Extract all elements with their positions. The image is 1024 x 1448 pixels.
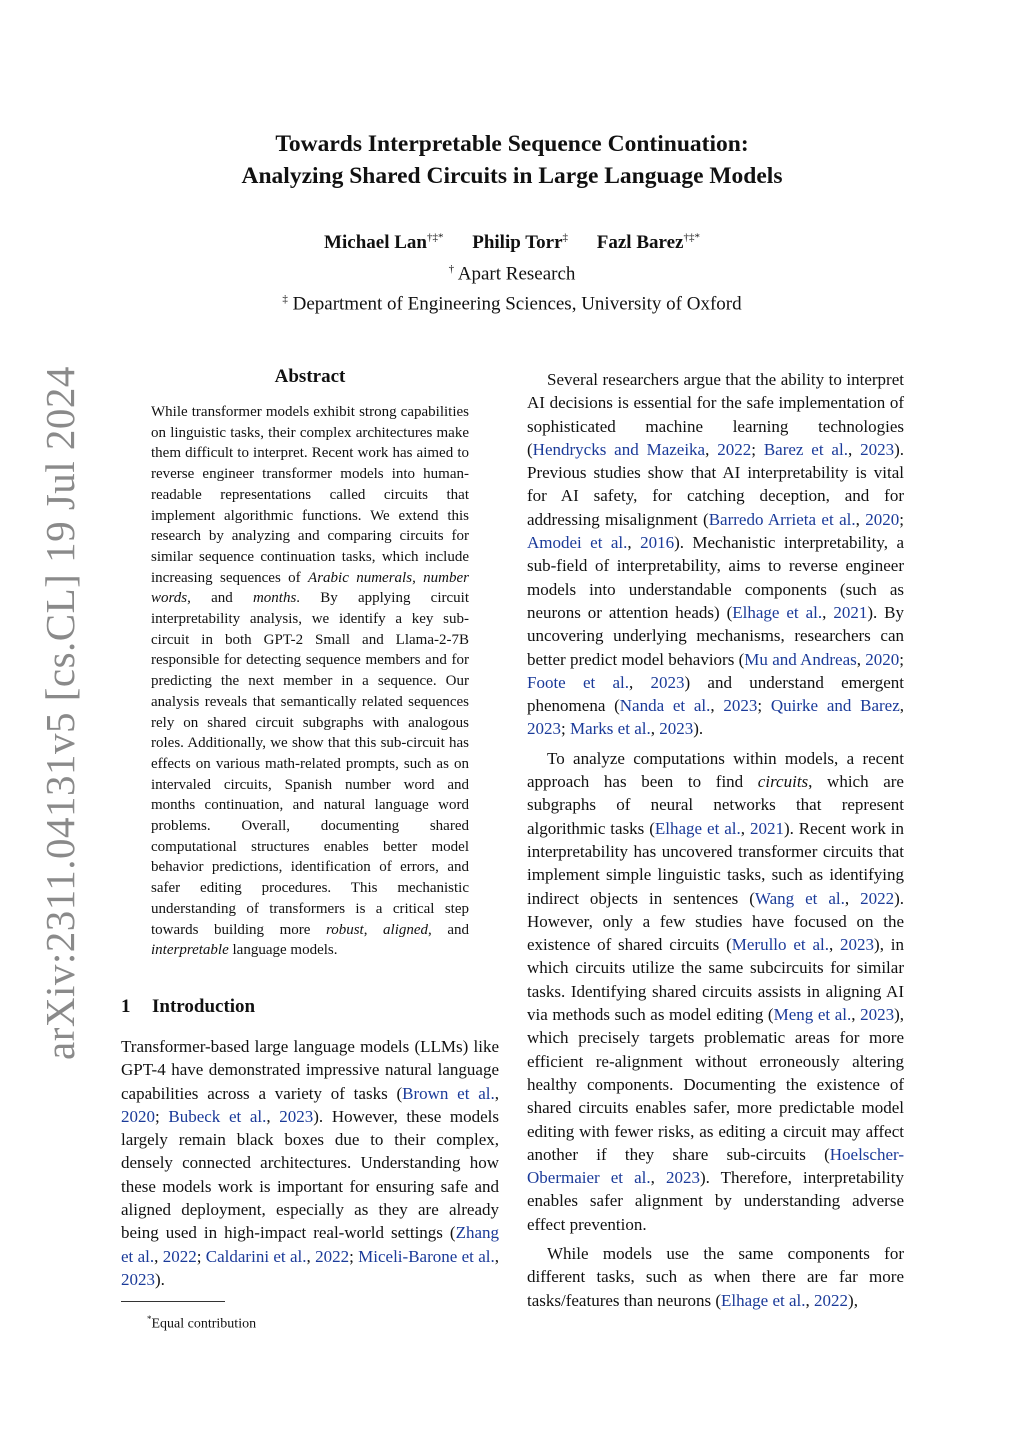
text-run: , bbox=[805, 1290, 815, 1310]
author bbox=[597, 232, 700, 253]
emphasis-text: Arabic numerals bbox=[308, 569, 413, 586]
text-run: ), which precisely targets problematic areas for more efficient re-alignment without erroneously altering healthy components. Documenting the existence of shared circuits enables safer, more predictable model editing with fewer risks, as editing a circuit may affect another if they share sub-circuits ( bbox=[527, 1005, 905, 1164]
citation-link[interactable]: Nanda et al. bbox=[619, 696, 711, 716]
text-run: , bbox=[266, 1106, 280, 1126]
abstract-heading: Abstract bbox=[274, 366, 346, 387]
author-marks: ‡ bbox=[562, 232, 568, 244]
text-run: ). bbox=[693, 719, 704, 739]
text-run: ). However, these models largely remain black boxes due to their complex, densely connected architectures. Understanding how these models work is important for ensuring safe and aligned deployment, especially as they are already being used in high-impact real-world settings ( bbox=[121, 1106, 500, 1243]
text-run: Several researchers argue that the ability to interpret AI decisions is essential for the safe implementation of sophisticated machine learning technologies ( bbox=[527, 370, 904, 459]
citation-link[interactable]: Bubeck et al. bbox=[168, 1106, 267, 1126]
emphasis-text: robust bbox=[325, 921, 364, 938]
text-run: ), in which circuits utilize the same subcircuits for similar tasks. Identifying shared circuits assists in aligning AI via methods such as model editing ( bbox=[527, 935, 905, 1025]
text-run: ). Previous studies show that AI interpretability is vital for AI safety, for catching deception, and for addressing misalignment ( bbox=[527, 439, 904, 529]
text-run: ; bbox=[349, 1246, 359, 1266]
text-run: ; bbox=[196, 1246, 206, 1266]
text-run: ). However, only a few studies have focused on the existence of shared circuits ( bbox=[527, 888, 904, 955]
citation-link[interactable]: Wang et al. bbox=[754, 888, 845, 908]
author-name: Philip Torr bbox=[472, 232, 563, 254]
text-run: While models use the same components for different tasks, such as when there are far more tasks/features than neurons ( bbox=[527, 1243, 904, 1310]
emphasis-text: aligned bbox=[383, 921, 429, 938]
right-column bbox=[527, 368, 904, 1312]
affiliation bbox=[0, 257, 1024, 286]
citation-link[interactable]: Quirke and Barez bbox=[770, 696, 900, 716]
citation-link[interactable]: Elhage et al. bbox=[732, 602, 823, 622]
citation-link[interactable]: Zhang et al. bbox=[121, 1223, 499, 1266]
citation-link[interactable]: 2020 bbox=[865, 509, 900, 529]
text-run: , bbox=[154, 1246, 163, 1266]
text-run: , bbox=[851, 1005, 861, 1025]
citation-link[interactable]: Brown et al. bbox=[402, 1083, 495, 1103]
paper-title-line-1: Towards Interpretable Sequence Continuation: bbox=[275, 131, 749, 157]
text-run: ; bbox=[757, 696, 771, 716]
text-run: , bbox=[855, 509, 866, 529]
text-run: ). bbox=[155, 1269, 165, 1289]
text-run: ; bbox=[751, 439, 764, 459]
text-run: , bbox=[705, 439, 718, 459]
citation-link[interactable]: Marks et al. bbox=[569, 719, 651, 739]
text-run: , bbox=[627, 533, 641, 553]
text-run: ). By uncovering underlying mechanisms, researchers can better predict model behaviors ( bbox=[527, 602, 904, 669]
text-run: . By applying circuit interpretability analysis, we identify a key sub-circuit in both GPT-2 Small and Llama-2-7B responsible for detecting sequence members and for predicting the next member in a sequence. Our analysis reveals that semantically related sequences rely on shared circuit subgraphs with analogous roles. Additionally, we show that this sub-circuit has effects on various math-related prompts, such as on intervaled circuits, Spanish number word and months continuation, and natural language word problems. Overall, documenting shared computational structures enables better model behavior predictions, identification of errors, and safer editing procedures. This mechanistic understanding of transformers is a critical step towards building more bbox=[151, 590, 469, 938]
footnote-mark: * bbox=[147, 1314, 152, 1325]
citation-link[interactable]: 2023 bbox=[860, 1005, 895, 1025]
text-run: ; bbox=[155, 1106, 169, 1126]
affiliation bbox=[0, 287, 1024, 316]
citation-link[interactable]: 2022 bbox=[860, 888, 895, 908]
text-run: , bbox=[629, 672, 651, 692]
citation-link[interactable]: 2022 bbox=[717, 439, 752, 459]
citation-link[interactable]: 2022 bbox=[814, 1290, 849, 1310]
text-run: language models. bbox=[228, 942, 338, 959]
citation-link[interactable]: 2023 bbox=[527, 719, 561, 739]
citation-link[interactable]: Miceli-Barone et al. bbox=[358, 1246, 495, 1266]
citation-link[interactable]: 2023 bbox=[840, 935, 875, 955]
text-run: ; bbox=[899, 509, 904, 529]
citation-link[interactable]: Mu and Andreas bbox=[744, 649, 857, 669]
text-run: ) and understand emergent phenomena ( bbox=[527, 672, 904, 716]
text-run: , bbox=[494, 1246, 499, 1266]
section-number: 1 bbox=[121, 995, 131, 1017]
text-run: , bbox=[650, 719, 660, 739]
text-run: ; bbox=[561, 719, 570, 739]
author bbox=[472, 232, 568, 253]
text-run: , bbox=[856, 649, 866, 669]
intro-paragraph bbox=[121, 1035, 499, 1291]
title-block bbox=[0, 128, 1024, 316]
citation-link[interactable]: Hoelscher-Obermaier et al. bbox=[527, 1144, 904, 1188]
text-run: , bbox=[363, 921, 384, 938]
text-run: , bbox=[847, 439, 861, 459]
citation-link[interactable]: 2023 bbox=[723, 696, 758, 716]
text-run: , bbox=[844, 888, 861, 908]
text-run: , and bbox=[187, 590, 253, 607]
text-run: ). Mechanistic interpretability, a sub-field of interpretability, aims to reverse engineer models into understandable components (such as neurons or attention heads) ( bbox=[527, 533, 905, 622]
footnote-rule bbox=[121, 1301, 225, 1302]
citation-link[interactable]: Hendrycks and Mazeika bbox=[532, 439, 706, 459]
text-run: While transformer models exhibit strong capabilities on linguistic tasks, their complex architectures make them difficult to interpret. Recent work has aimed to reverse engineer transformer models into human-readable representations called circuits that implement algorithmic functions. We extend this research by analyzing and comparing circuits for similar sequence continuation tasks, which include increasing sequences of bbox=[151, 404, 469, 586]
citation-link[interactable]: 2022 bbox=[162, 1246, 197, 1266]
affiliation-text: Apart Research bbox=[457, 263, 576, 285]
body-paragraph bbox=[527, 368, 904, 741]
citation-link[interactable]: Foote et al. bbox=[527, 672, 630, 692]
emphasis-text: number words bbox=[151, 569, 469, 607]
citation-link[interactable]: Merullo et al. bbox=[731, 935, 829, 955]
author-name: Michael Lan bbox=[324, 232, 427, 254]
citation-link[interactable]: 2023 bbox=[650, 672, 685, 692]
text-run: ), bbox=[848, 1290, 858, 1310]
text-run: , bbox=[899, 696, 904, 716]
author-marks: †‡* bbox=[683, 232, 700, 244]
text-run: , bbox=[306, 1246, 316, 1266]
citation-link[interactable]: 2021 bbox=[833, 602, 868, 622]
left-column bbox=[121, 364, 499, 1334]
author-list bbox=[0, 224, 1024, 257]
citation-link[interactable]: Elhage et al. bbox=[721, 1290, 806, 1310]
section-heading bbox=[121, 995, 499, 1019]
text-run: , bbox=[710, 696, 724, 716]
footnote bbox=[121, 1310, 499, 1334]
paper-title-line-2: Analyzing Shared Circuits in Large Language Models bbox=[241, 163, 783, 189]
text-run: ; bbox=[899, 649, 905, 669]
citation-link[interactable]: Barredo Arrieta et al. bbox=[708, 509, 856, 529]
text-run: To analyze computations within models, a recent approach has been to find bbox=[527, 748, 904, 792]
citation-link[interactable]: 2023 bbox=[279, 1106, 314, 1126]
author bbox=[324, 232, 443, 253]
emphasis-text: interpretable bbox=[151, 942, 229, 959]
section-title: Introduction bbox=[152, 995, 256, 1017]
citation-link[interactable]: 2023 bbox=[665, 1168, 700, 1188]
citation-link[interactable]: 2022 bbox=[315, 1246, 350, 1266]
text-run: Transformer-based large language models (LLMs) like GPT-4 have demonstrated impressive natural language capabilities across a variety of tasks ( bbox=[121, 1036, 499, 1103]
citation-link[interactable]: Caldarini et al. bbox=[205, 1246, 307, 1266]
text-run: , which are subgraphs of neural networks that represent algorithmic tasks ( bbox=[527, 772, 904, 838]
citation-link[interactable]: 2016 bbox=[640, 533, 675, 553]
affiliation-text: Department of Engineering Sciences, University of Oxford bbox=[292, 292, 742, 314]
citation-link[interactable]: Elhage et al. bbox=[654, 818, 741, 838]
abstract-body bbox=[151, 402, 469, 961]
affiliation-mark: ‡ bbox=[282, 292, 288, 305]
text-run: , bbox=[740, 818, 750, 838]
citation-link[interactable]: 2020 bbox=[865, 649, 900, 669]
text-run: ). Recent work in interpretability has uncovered transformer circuits that implement simple linguistic tasks, such as identifying indirect objects in sentences ( bbox=[527, 818, 904, 908]
author-name: Fazl Barez bbox=[596, 232, 684, 254]
body-paragraph bbox=[527, 747, 904, 1236]
citation-link[interactable]: Amodei et al. bbox=[527, 533, 628, 553]
citation-link[interactable]: 2023 bbox=[659, 719, 694, 739]
text-run: , bbox=[828, 935, 841, 955]
arxiv-identifier: arXiv:2311.04131v5 [cs.CL] 19 Jul 2024 bbox=[37, 366, 83, 1060]
citation-link[interactable]: 2023 bbox=[121, 1269, 155, 1289]
author-marks: †‡* bbox=[426, 232, 444, 244]
text-run: , and bbox=[428, 921, 469, 938]
emphasis-text: circuits bbox=[757, 772, 809, 792]
citation-link[interactable]: Meng et al. bbox=[773, 1005, 852, 1025]
text-run: , bbox=[494, 1083, 499, 1103]
citation-link[interactable]: 2023 bbox=[860, 439, 895, 459]
emphasis-text: months bbox=[252, 590, 297, 607]
text-run: , bbox=[822, 602, 834, 622]
citation-link[interactable]: 2021 bbox=[749, 818, 784, 838]
body-paragraph bbox=[527, 1242, 904, 1312]
text-run: , bbox=[412, 569, 424, 586]
text-run: ). Therefore, interpretability enables safer alignment by understanding adverse effect prevention. bbox=[527, 1168, 904, 1234]
affiliation-mark: † bbox=[448, 263, 455, 276]
text-run: , bbox=[650, 1168, 666, 1188]
citation-link[interactable]: 2020 bbox=[121, 1106, 155, 1126]
citation-link[interactable]: Barez et al. bbox=[763, 439, 848, 459]
footnote-text: Equal contribution bbox=[151, 1316, 257, 1332]
